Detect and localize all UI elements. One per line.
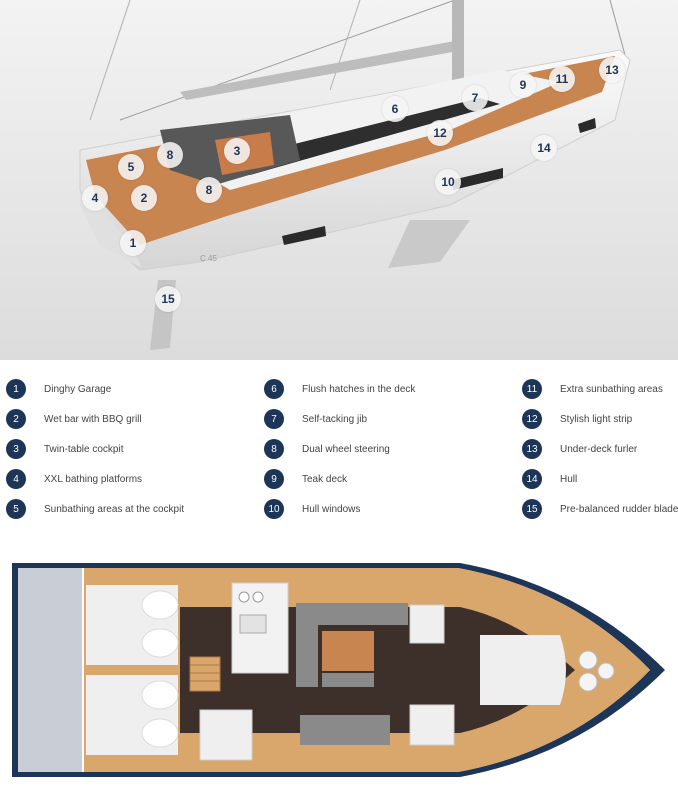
layout-drawing [0, 545, 678, 800]
legend-item [6, 494, 184, 524]
legend-item [6, 404, 184, 434]
legend-label: Wet bar with BBQ grill [44, 413, 142, 425]
legend-label: Hull windows [302, 503, 361, 515]
hero-marker[interactable]: 9 [510, 72, 536, 98]
hero-marker[interactable]: 12 [427, 120, 453, 146]
legend-badge: 8 [264, 439, 284, 459]
boat-illustration [0, 0, 678, 360]
boat-render [0, 0, 678, 360]
legend-item [522, 404, 678, 434]
legend-item [264, 434, 415, 464]
hero-marker[interactable]: 8 [157, 142, 183, 168]
feature-legend [0, 360, 678, 525]
legend-badge: 6 [264, 379, 284, 399]
legend-label: Dinghy Garage [44, 383, 112, 395]
legend-item [522, 434, 678, 464]
legend-label: Stylish light strip [560, 413, 633, 425]
legend-item [6, 374, 184, 404]
legend-label: Teak deck [302, 473, 348, 485]
legend-badge: 3 [6, 439, 26, 459]
legend-column [522, 374, 678, 524]
hero-marker[interactable]: 2 [131, 185, 157, 211]
hero-marker[interactable]: 13 [599, 57, 625, 83]
legend-label: Dual wheel steering [302, 443, 390, 455]
hero-marker[interactable]: 1 [120, 230, 146, 256]
legend-badge: 2 [6, 409, 26, 429]
saloon-bench [300, 715, 390, 745]
legend-column [264, 374, 415, 524]
forward-shower [410, 605, 444, 643]
legend-badge: 9 [264, 469, 284, 489]
forward-head [410, 705, 454, 745]
hero-marker[interactable]: 11 [549, 66, 575, 92]
legend-label: XXL bathing platforms [44, 473, 143, 485]
legend-item [264, 404, 415, 434]
saloon-table [322, 631, 374, 671]
legend-item [264, 494, 415, 524]
legend-label: Hull [560, 473, 578, 485]
legend-item [522, 494, 678, 524]
hero-marker[interactable]: 10 [435, 169, 461, 195]
legend-label: Pre-balanced rudder blade [560, 503, 678, 515]
hero-marker[interactable]: 8 [196, 177, 222, 203]
hero-marker[interactable]: 5 [118, 154, 144, 180]
legend-badge: 7 [264, 409, 284, 429]
hero-marker[interactable]: 15 [155, 286, 181, 312]
hero-marker[interactable]: 6 [382, 96, 408, 122]
legend-label: Self-tacking jib [302, 413, 368, 425]
legend-label: Twin-table cockpit [44, 443, 124, 455]
legend-badge: 12 [522, 409, 542, 429]
hero-marker[interactable]: 14 [531, 135, 557, 161]
legend-badge: 1 [6, 379, 26, 399]
legend-item [264, 374, 415, 404]
aft-head [200, 710, 252, 760]
legend-item [6, 464, 184, 494]
legend-item [522, 374, 678, 404]
legend-item [6, 434, 184, 464]
legend-item [522, 464, 678, 494]
hero-marker[interactable]: 7 [462, 85, 488, 111]
companionway-steps [190, 657, 220, 691]
legend-badge: 10 [264, 499, 284, 519]
legend-badge: 13 [522, 439, 542, 459]
hero-marker[interactable]: 3 [224, 138, 250, 164]
hull-badge: C 45 [200, 254, 217, 263]
legend-badge: 15 [522, 499, 542, 519]
legend-label: Extra sunbathing areas [560, 383, 663, 395]
hero-marker[interactable]: 4 [82, 185, 108, 211]
legend-badge: 5 [6, 499, 26, 519]
legend-badge: 11 [522, 379, 542, 399]
legend-badge: 4 [6, 469, 26, 489]
interior-layout-plan [0, 545, 678, 800]
legend-label: Sunbathing areas at the cockpit [44, 503, 185, 515]
legend-column [6, 374, 184, 524]
legend-badge: 14 [522, 469, 542, 489]
legend-label: Flush hatches in the deck [302, 383, 416, 395]
forward-berth [480, 635, 566, 705]
legend-item [264, 464, 415, 494]
legend-label: Under-deck furler [560, 443, 638, 455]
